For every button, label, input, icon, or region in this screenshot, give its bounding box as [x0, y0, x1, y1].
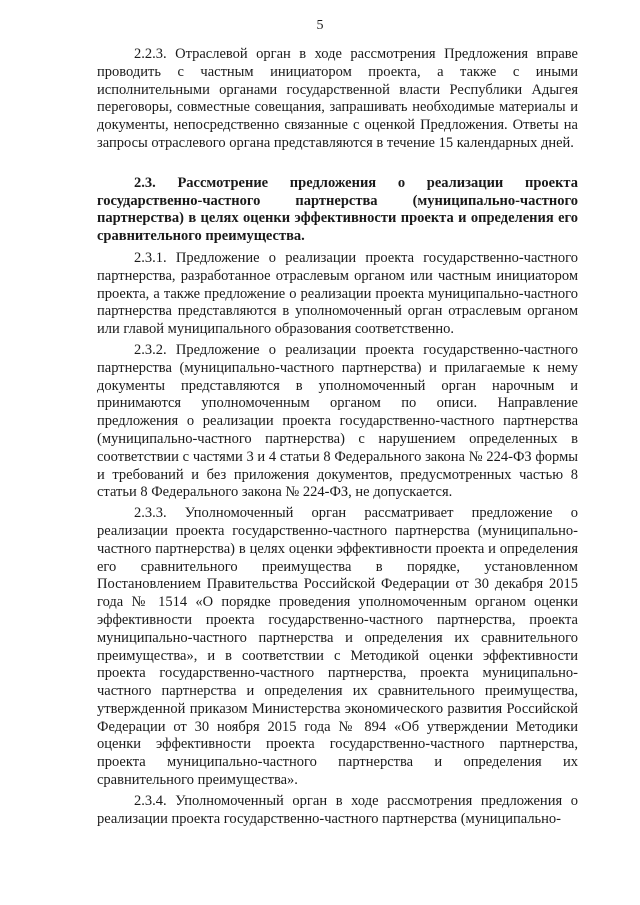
paragraph-2-3-4: 2.3.4. Уполномоченный орган в ходе рассмотрения предложения о реализации проекта государственно-частного партнерства (муниципально- [97, 792, 578, 827]
section-heading-2-3: 2.3. Рассмотрение предложения о реализации проекта государственно-частного партнерства (муниципально-частного партнерства) в целях оценки эффективности проекта и определения его сравнительного преимущества. [97, 174, 578, 245]
page-number: 5 [316, 18, 324, 33]
paragraph-2-3-1: 2.3.1. Предложение о реализации проекта государственно-частного партнерства, разработанное отраслевым органом или частным инициатором проекта, а также предложение о реализации проекта муниципально-частного партнерства представляются в уполномоченный орган отраслевым органом или главой муниципального образования соответственно. [97, 249, 578, 338]
paragraph-2-3-2: 2.3.2. Предложение о реализации проекта государственно-частного партнерства (муниципально-частного партнерства) и прилагаемые к нему документы представляются в уполномоченный орган нарочным и принимаются уполномоченным органом по описи. Направление предложения о реализации проекта государственно-частного партнерства (муниципально-частного партнерства) с нарушением определенных в соответствии с частями 3 и 4 статьи 8 Федерального закона № 224-ФЗ формы и требований и без приложения документов, предусмотренных частью 8 статьи 8 Федерального закона № 224-ФЗ, не допускается. [97, 341, 578, 501]
document-body [97, 46, 578, 831]
paragraph-2-2-3: 2.2.3. Отраслевой орган в ходе рассмотрения Предложения вправе проводить с частным инициатором проекта, а также с иными исполнительными органами государственной власти Республики Адыгея переговоры, совместные совещания, запрашивать необходимые материалы и документы, непосредственно связанные с оценкой Предложения. Ответы на запросы отраслевого органа представляются в течение 15 календарных дней. [97, 46, 578, 151]
paragraph-2-3-3: 2.3.3. Уполномоченный орган рассматривает предложение о реализации проекта государственно-частного партнерства (муниципально-частного партнерства) в целях оценки эффективности проекта и определения его сравнительного преимущества в порядке, установленном Постановлением Правительства Российской Федерации от 30 декабря 2015 года № 1514 «О порядке проведения уполномоченным органом оценки эффективности проекта государственно-частного партнерства, проекта муниципально-частного партнерства и определения их сравнительного преимущества», и в соответствии с Методикой оценки эффективности проекта государственно-частного партнерства, проекта муниципально-частного партнерства и определения их сравнительного преимущества, утвержденной приказом Министерства экономического развития Российской Федерации от 30 ноября 2015 года № 894 «Об утверждении Методики оценки эффективности проекта государственно-частного партнерства, проекта муниципально-частного партнерства и определения их сравнительного преимущества». [97, 505, 578, 789]
